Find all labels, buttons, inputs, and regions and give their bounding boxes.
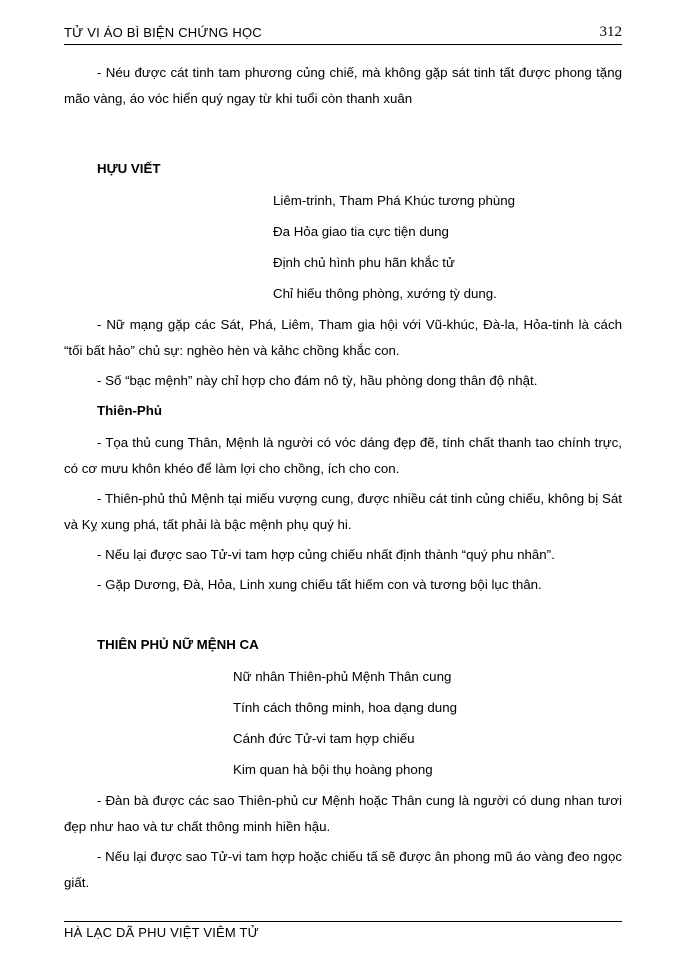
section-heading-thien-phu-nu-menh-ca: THIÊN PHỦ NỮ MỆNH CA	[97, 637, 259, 652]
paragraph: - Nữ mạng gặp các Sát, Phá, Liêm, Tham gia hội với Vũ-khúc, Đà-la, Hỏa-tinh là cách “tối bất hảo” chủ sự: nghèo hèn và kảhc chồng khắc con.	[64, 317, 622, 358]
verse-line: Đa Hỏa giao tia cực tiện dung	[273, 224, 449, 239]
verse-line: Tính cách thông minh, hoa dạng dung	[233, 700, 457, 715]
verse-line: Định chủ hình phu hãn khắc tử	[273, 255, 455, 270]
paragraph: - Đàn bà được các sao Thiên-phủ cư Mệnh hoặc Thân cung là người có dung nhan tươi đẹp như hao và tư chất thông minh hiền hậu.	[64, 793, 622, 834]
verse-huu-viet	[64, 188, 622, 307]
paragraph: - Thiên-phủ thủ Mệnh tại miếu vượng cung, được nhiều cát tinh củng chiếu, không bị Sát và Kỵ xung phá, tất phải là bậc mệnh phụ quý hi.	[64, 491, 622, 532]
page-number: 312	[599, 24, 622, 40]
verse-line: Cánh đức Tử-vi tam hợp chiếu	[233, 731, 415, 746]
author-line: HÀ LẠC DÃ PHU VIỆT VIÊM TỬ	[64, 925, 259, 940]
section-heading-huu-viet: HỰU VIẾT	[97, 161, 161, 176]
verse-line: Nữ nhân Thiên-phủ Mệnh Thân cung	[233, 669, 452, 684]
page-content	[64, 60, 622, 900]
page-header	[64, 22, 622, 45]
verse-thien-phu-nu-menh-ca	[64, 664, 622, 783]
paragraph: - Gặp Dương, Đà, Hỏa, Linh xung chiếu tất hiếm con và tương bội lục thân.	[97, 577, 542, 592]
book-title: TỬ VI ÁO BÌ BIỆN CHỨNG HỌC	[64, 25, 262, 40]
paragraph: - Nếu lại được sao Tử-vi tam hợp củng chiếu nhất định thành “quý phu nhân”.	[97, 547, 555, 562]
paragraph: - Số “bạc mệnh” này chỉ hợp cho đám nô tỳ, hầu phòng dong thân độ nhật.	[97, 373, 538, 388]
paragraph: - Nếu lại được sao Tử-vi tam hợp hoặc chiếu tấ sẽ được ân phong mũ áo vàng đeo ngọc giất.	[64, 849, 622, 890]
paragraph: - Tọa thủ cung Thân, Mệnh là người có vóc dáng đẹp đẽ, tính chất thanh tao chính trực, có cơ mưu khôn khéo để làm lợi cho chồng, ích cho con.	[64, 435, 622, 476]
verse-line: Kim quan hà bội thụ hoàng phong	[233, 762, 433, 777]
verse-line: Chỉ hiếu thông phòng, xướng tỳ dung.	[273, 286, 497, 301]
intro-paragraph: - Néu được cát tinh tam phương củng chiế, mà không gặp sát tinh tất được phong tặng mão vàng, áo vóc hiển quý ngay từ khi tuổi còn thanh xuân	[64, 65, 622, 106]
verse-line: Liêm-trinh, Tham Phá Khúc tương phùng	[273, 193, 516, 208]
section-heading-thien-phu: Thiên-Phủ	[97, 403, 162, 418]
page-footer	[64, 921, 622, 940]
